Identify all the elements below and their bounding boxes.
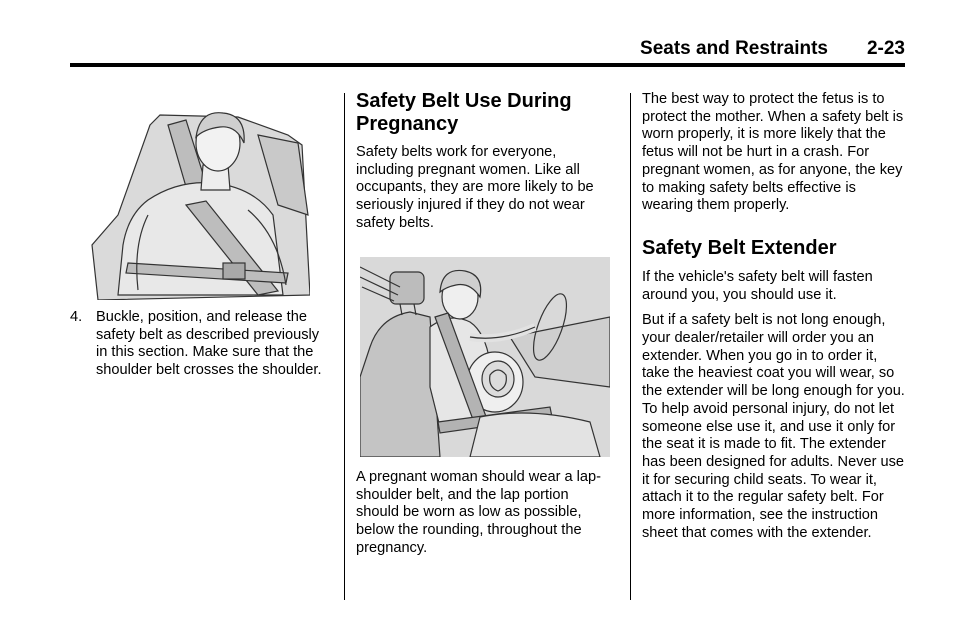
step-number: 4. xyxy=(70,309,83,325)
pregnancy-section xyxy=(356,90,614,233)
column-divider-left xyxy=(344,93,345,600)
section-title: Seats and Restraints xyxy=(640,38,828,59)
extender-column xyxy=(642,91,907,542)
section-heading-extender: Safety Belt Extender xyxy=(642,236,837,259)
extender-paragraph-2: But if a safety belt is not long enough, your dealer/retailer will order you an extender. When you go in to order it, take the heaviest coat you will wear, so the extender will be long enough for you. To help avoid personal injury, do not let someone else use it, and use it only for the seat it is made to fit. The extender has been designed for adults. Never use it for securing child seats. To wear it, attach it to the regular safety belt. For more information, see the instruction sheet that comes with the extender. xyxy=(642,312,905,541)
intro-paragraph: The best way to protect the fetus is to protect the mother. When a safety belt is worn properly, it is more likely that the fetus will not be hurt in a crash. For pregnant women, as for anyone, the key to making safety belts effective is wearing them properly. xyxy=(642,91,904,214)
belted-person-illustration xyxy=(88,95,310,300)
page-number: 2-23 xyxy=(866,38,905,59)
header-rule xyxy=(70,63,905,67)
section-paragraph: Safety belts work for everyone, including pregnant women. Like all occupants, they are more likely to be seriously injured if they do not wear safety belts. xyxy=(356,144,594,231)
extender-paragraph-1: If the vehicle's safety belt will fasten around you, you should use it. xyxy=(642,268,873,303)
pregnant-woman-illustration xyxy=(360,257,610,457)
section-heading: Safety Belt Use During Pregnancy xyxy=(356,90,572,135)
step-text: Buckle, position, and release the safety belt as described previously in this section. Make sure that the shoulder belt crosses the shoulder. xyxy=(96,309,322,379)
figure-caption: A pregnant woman should wear a lap-shoulder belt, and the lap portion should be worn as low as possible, below the rounding, throughout the pregnancy. xyxy=(356,469,602,556)
column-divider-right xyxy=(630,93,631,600)
